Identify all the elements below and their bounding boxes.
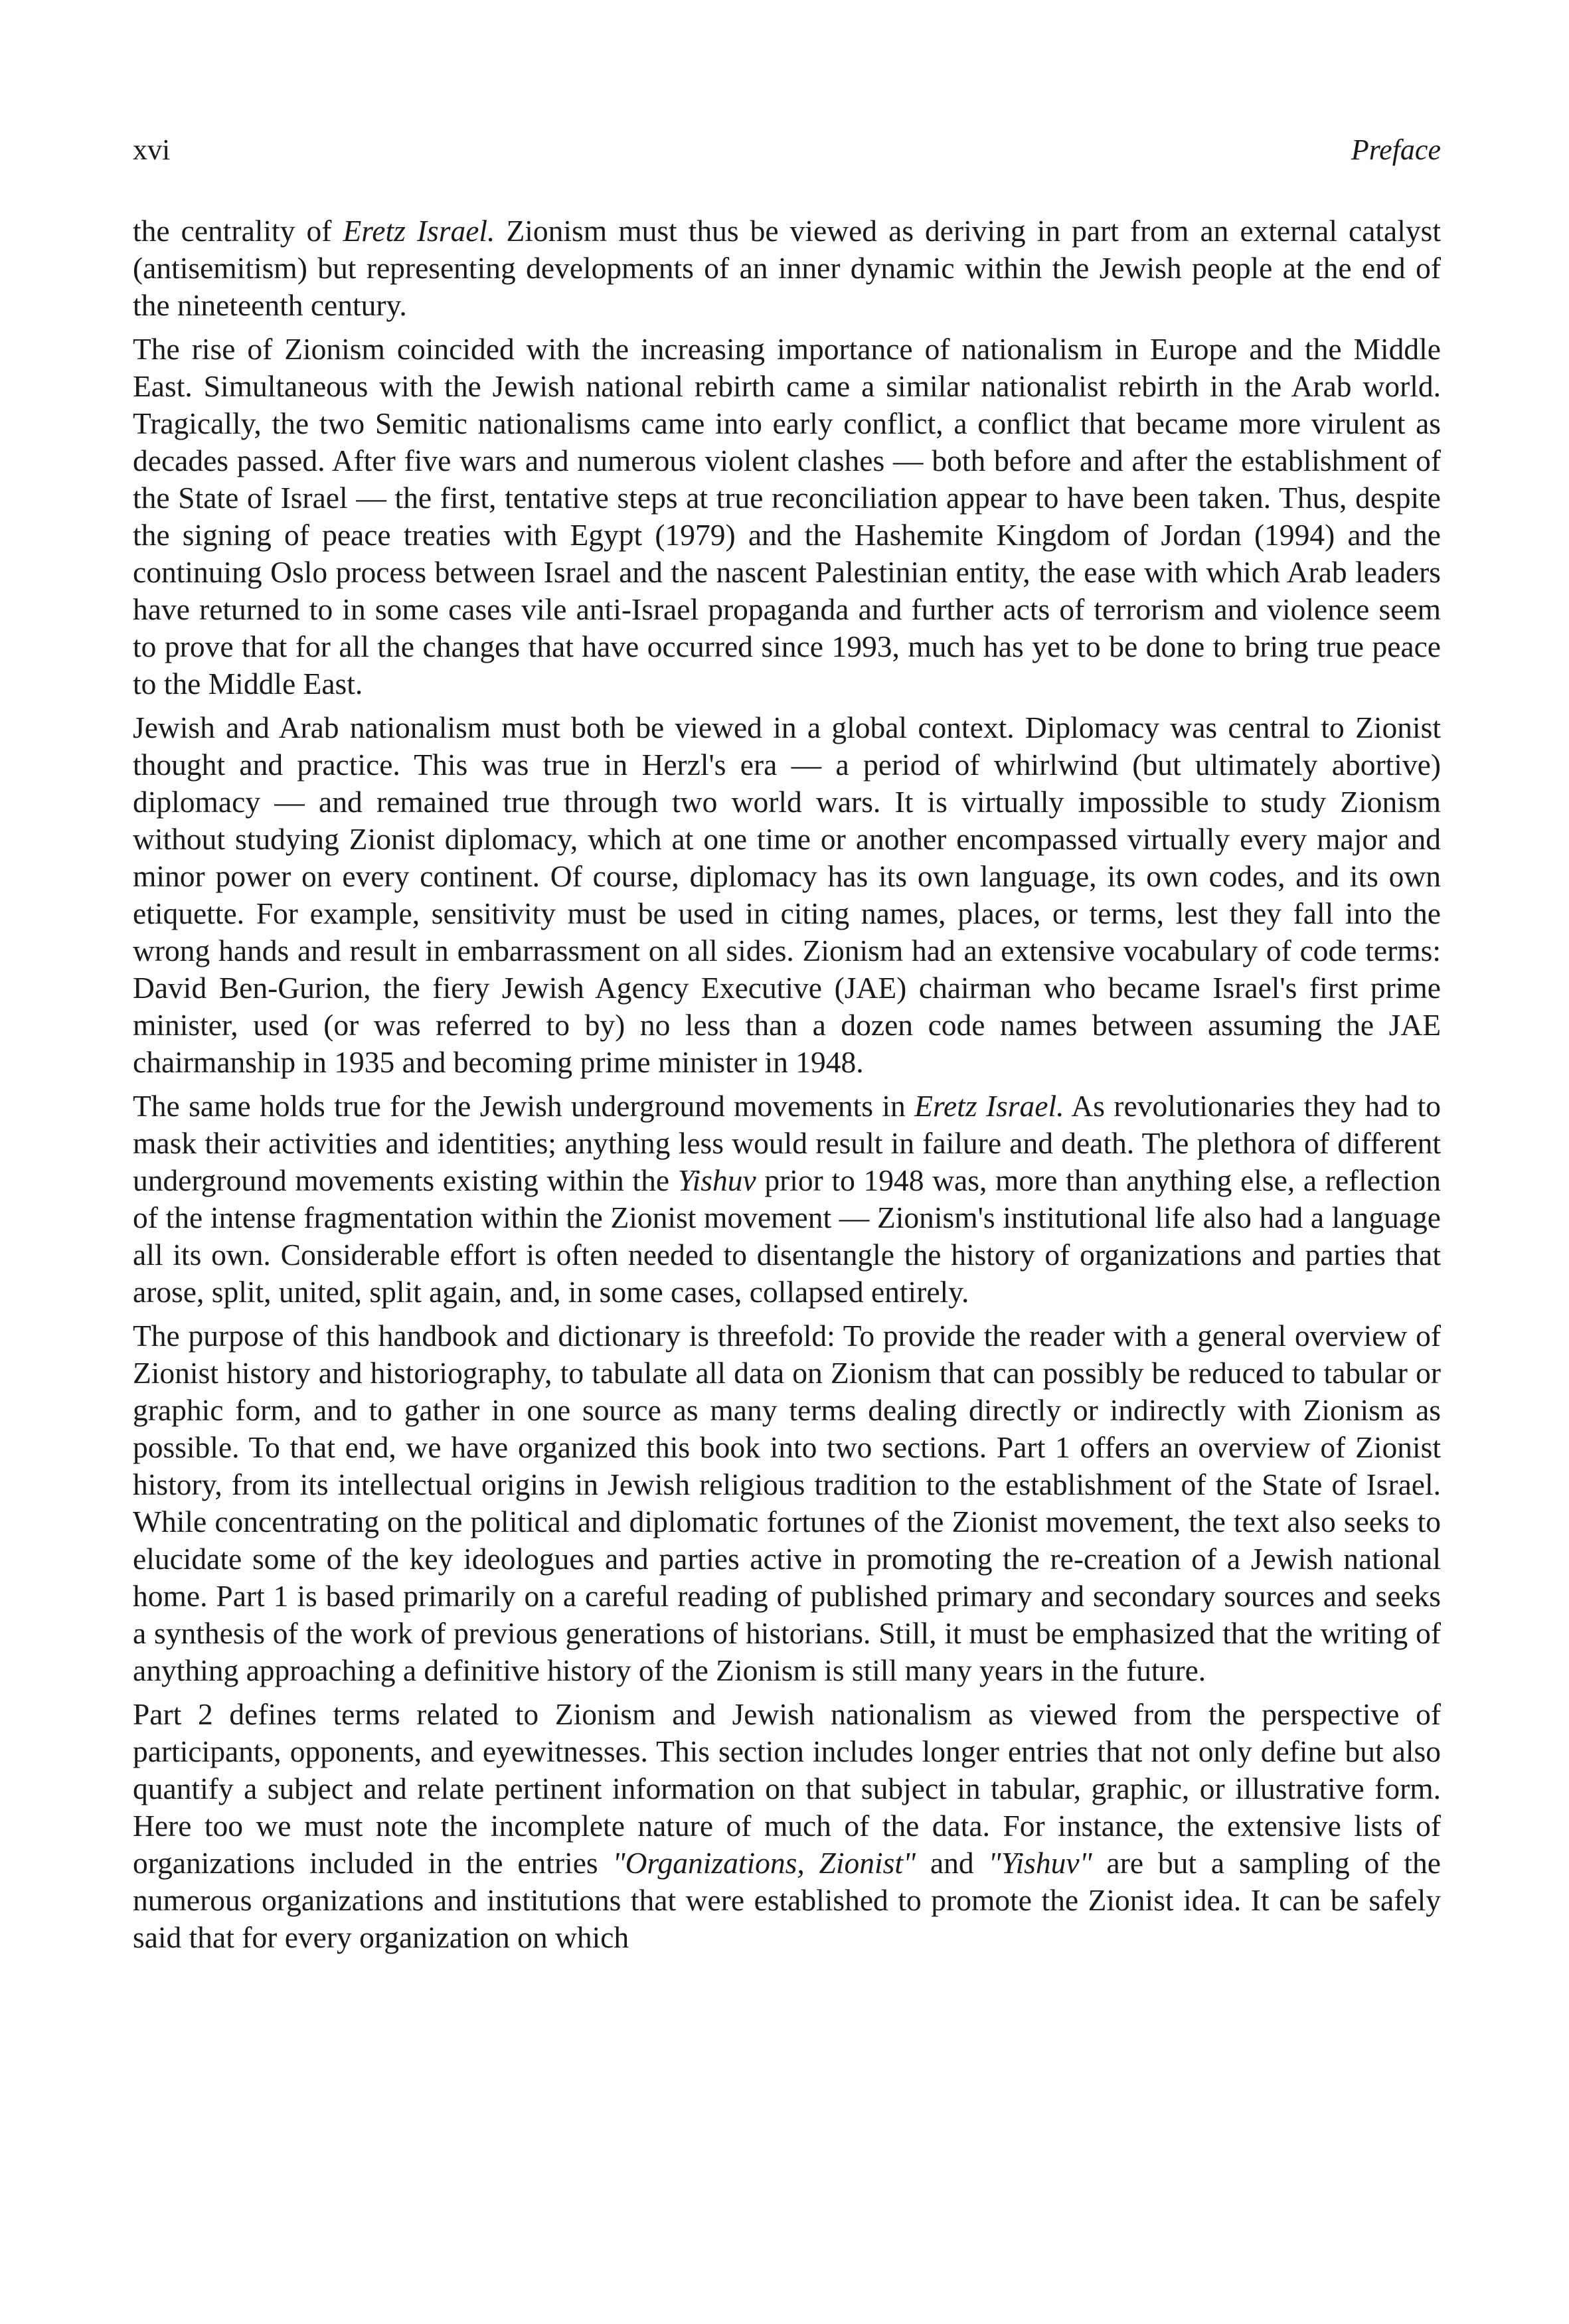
paragraph-2: The rise of Zionism coincided with the increasing importance of nationalism in Europe and the Middle East. Simultaneous with the Jewish national rebirth came a similar nationalist rebirth in the Arab world. Tragically, the two Semitic nationalisms came into early conflict, a conflict that became more virulent as decades passed. After five wars and numerous violent clashes — both before and after the establishment of the State of Israel — the first, tentative steps at true reconciliation appear to have been taken. Thus, despite the signing of peace treaties with Egypt (1979) and the Hashemite Kingdom of Jordan (1994) and the continuing Oslo process between Israel and the nascent Palestinian entity, the ease with which Arab leaders have returned to in some cases vile anti-Israel propaganda and further acts of terrorism and violence seem to prove that for all the changes that have occurred since 1993, much has yet to be done to bring true peace to the Middle East. (133, 332, 1441, 701)
page-number: xvi (133, 133, 171, 166)
paragraph-6 (133, 1696, 1441, 1956)
italic-term: Eretz Israel. (914, 1089, 1064, 1123)
paragraph-5: The purpose of this handbook and dictionary is threefold: To provide the reader with a general overview of Zionist history and historiography, to tabulate all data on Zionism that can possibly be reduced to tabular or graphic form, and to gather in one source as many terms dealing directly or indirectly with Zionism as possible. To that end, we have organized this book into two sections. Part 1 offers an overview of Zionist history, from its intellectual origins in Jewish religious tradition to the establishment of the State of Israel. While concentrating on the political and diplomatic fortunes of the Zionist movement, the text also seeks to elucidate some of the key ideologues and parties active in promoting the re-creation of a Jewish national home. Part 1 is based primarily on a careful reading of published primary and secondary sources and seeks a synthesis of the work of previous generations of historians. Still, it must be emphasized that the writing of anything approaching a definitive history of the Zionism is still many years in the future. (133, 1319, 1441, 1687)
text-run: Part 2 defines terms related to Zionism and Jewish nationalism as viewed from the perspective of participants, opponents, and eyewitnesses. This section includes longer entries that not only define but also quantify a subject and relate pertinent information on that subject in tabular, graphic, or illustrative form. Here too we must note the incomplete nature of much of the data. For instance, the extensive lists of organizations included in the entries (133, 1697, 1441, 1880)
italic-term: "Organizations, Zionist" (612, 1846, 916, 1880)
text-run: prior to 1948 was, more than anything else, a reflection of the intense fragmentation within the Zionist movement — Zionism's institutional life also had a language all its own. Considerable effort is often needed to disentangle the history of organizations and parties that arose, split, united, split again, and, in some cases, collapsed entirely. (133, 1163, 1441, 1309)
italic-term: "Yishuv" (988, 1846, 1092, 1880)
text-run: the centrality of (133, 214, 343, 248)
text-run: and (916, 1846, 989, 1880)
paragraph-3: Jewish and Arab nationalism must both be viewed in a global context. Diplomacy was central to Zionist thought and practice. This was true in Herzl's era — a period of whirlwind (but ultimately abortive) diplomacy — and remained true through two world wars. It is virtually impossible to study Zionism without studying Zionist diplomacy, which at one time or another encompassed virtually every major and minor power on every continent. Of course, diplomacy has its own language, its own codes, and its own etiquette. For example, sensitivity must be used in citing names, places, or terms, lest they fall into the wrong hands and result in embarrassment on all sides. Zionism had an extensive vocabulary of code terms: David Ben-Gurion, the fiery Jewish Agency Executive (JAE) chairman who became Israel's first prime minister, used (or was referred to by) no less than a dozen code names between assuming the JAE chairmanship in 1935 and becoming prime minister in 1948. (133, 710, 1441, 1079)
running-head (133, 130, 1441, 170)
text-run: As revolutionaries they had to mask their activities and identities; anything less would result in failure and death. The plethora of different underground movements existing within the (133, 1089, 1442, 1197)
italic-term: Eretz Israel. (343, 214, 495, 248)
section-title: Preface (1351, 133, 1441, 166)
body-text (133, 212, 1441, 1956)
text-run: Zionism must thus be viewed as deriving in part from an external catalyst (antisemitism) but representing developments of an inner dynamic within the Jewish people at the end of the nineteenth century. (133, 214, 1441, 322)
paragraph-4 (133, 1088, 1441, 1311)
text-run: The same holds true for the Jewish underground movements in (133, 1089, 915, 1123)
paragraph-1 (133, 212, 1441, 324)
italic-term: Yishuv (677, 1163, 756, 1197)
text-run: are but a sampling of the numerous organizations and institutions that were established to promote the Zionist idea. It can be safely said that for every organization on which (133, 1846, 1441, 1954)
